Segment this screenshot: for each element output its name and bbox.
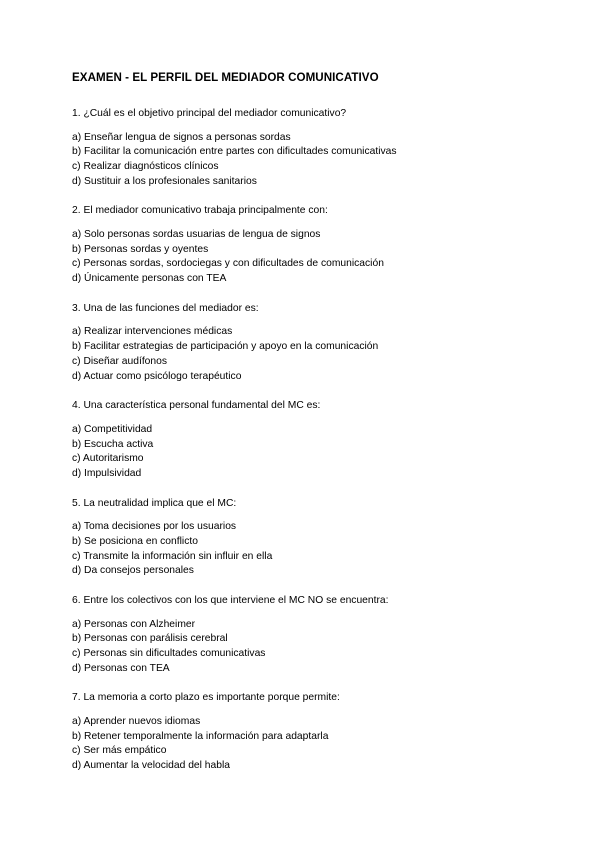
answer-option: b) Retener temporalmente la información para adaptarla (72, 730, 329, 742)
answer-option: c) Ser más empático (72, 745, 167, 757)
question-3 (72, 302, 572, 384)
question-6 (72, 594, 572, 676)
answer-option: d) Personas con TEA (72, 662, 170, 674)
answer-option: d) Impulsividad (72, 467, 142, 479)
answer-option: b) Facilitar la comunicación entre partes con dificultades comunicativas (72, 146, 397, 158)
answer-option: a) Aprender nuevos idiomas (72, 716, 201, 728)
exam-page (72, 70, 572, 789)
question-list (72, 107, 572, 774)
answer-option: b) Se posiciona en conflicto (72, 535, 198, 547)
answer-option: a) Competitividad (72, 423, 153, 435)
answer-option: b) Escucha activa (72, 438, 154, 450)
question-text: 7. La memoria a corto plazo es importante porque permite: (72, 692, 340, 704)
answer-option: a) Toma decisiones por los usuarios (72, 521, 237, 533)
question-2 (72, 204, 572, 286)
question-text: 2. El mediador comunicativo trabaja principalmente con: (72, 205, 328, 217)
question-text: 5. La neutralidad implica que el MC: (72, 497, 237, 509)
question-4 (72, 399, 572, 481)
answer-option: d) Da consejos personales (72, 565, 194, 577)
answer-option: c) Transmite la información sin influir en ella (72, 550, 273, 562)
answer-option: d) Aumentar la velocidad del habla (72, 760, 230, 772)
page-title: EXAMEN - EL PERFIL DEL MEDIADOR COMUNICATIVO (72, 71, 379, 84)
answer-option: a) Solo personas sordas usuarias de lengua de signos (72, 229, 321, 240)
answer-option: d) Únicamente personas con TEA (72, 273, 227, 285)
question-text: 3. Una de las funciones del mediador es: (72, 302, 259, 314)
answer-option: b) Facilitar estrategias de participación y apoyo en la comunicación (72, 341, 379, 353)
question-5 (72, 497, 572, 579)
question-text: 4. Una característica personal fundamental del MC es: (72, 400, 321, 412)
answer-option: a) Enseñar lengua de signos a personas sordas (72, 131, 291, 143)
answer-option: b) Personas con parálisis cerebral (72, 633, 228, 645)
question-text: 6. Entre los colectivos con los que interviene el MC NO se encuentra: (72, 595, 389, 607)
question-text: 1. ¿Cuál es el objetivo principal del mediador comunicativo? (72, 108, 347, 119)
answer-option: c) Personas sin dificultades comunicativas (72, 648, 266, 660)
answer-option: c) Autoritarismo (72, 453, 144, 465)
answer-option: c) Personas sordas, sordociegas y con dificultades de comunicación (72, 258, 384, 270)
answer-option: a) Realizar intervenciones médicas (72, 326, 233, 338)
question-1 (72, 107, 572, 189)
answer-option: a) Personas con Alzheimer (72, 618, 196, 630)
answer-option: d) Actuar como psicólogo terapéutico (72, 370, 242, 382)
answer-option: b) Personas sordas y oyentes (72, 243, 209, 255)
answer-option: c) Realizar diagnósticos clínicos (72, 161, 219, 172)
question-7 (72, 691, 572, 773)
answer-option: c) Diseñar audífonos (72, 355, 168, 367)
answer-option: d) Sustituir a los profesionales sanitarios (72, 175, 257, 187)
